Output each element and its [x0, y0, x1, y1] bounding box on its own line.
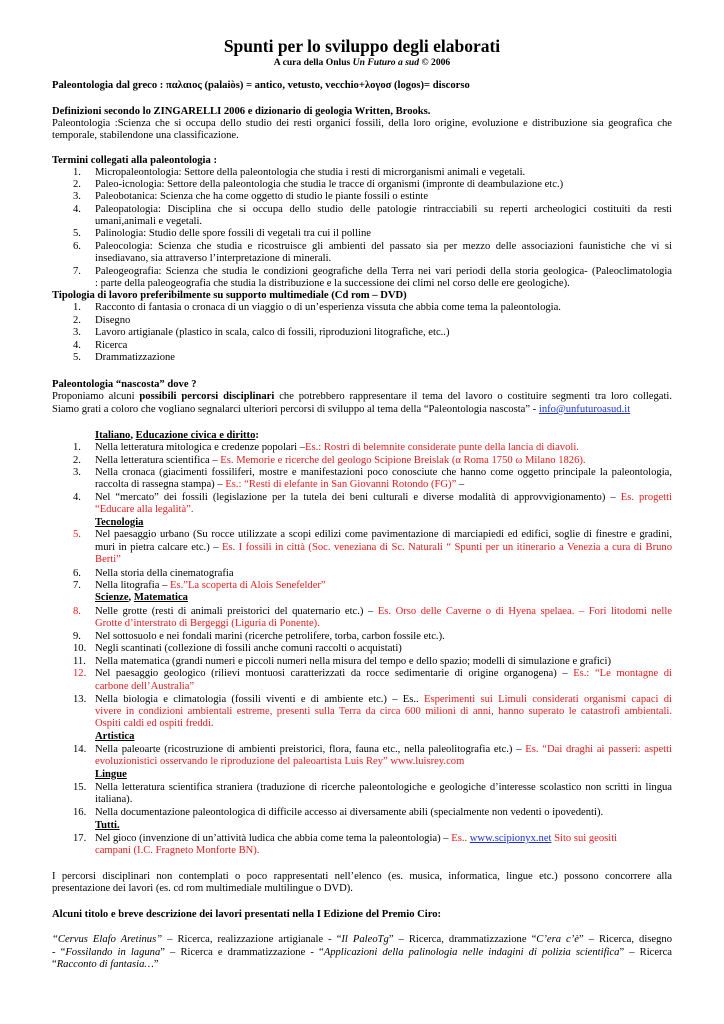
path-item [95, 744, 672, 756]
path-item-continuation: vivere in condizioni ambientali estreme, presenti sulla Terra da circa 600 milioni di anni, hanno superato le catastrofi ambientali. [95, 706, 672, 717]
path-item: Nella matematica (grandi numeri e piccoli numeri nella misura del tempo e dello spazio; modelli di simulazione e grafici) [95, 656, 611, 667]
works-line [52, 947, 672, 959]
definitions-heading: Definizioni secondo lo ZINGARELLI 2006 e dizionario di geologia Written, Brooks. [52, 106, 431, 117]
list-number: 4. [73, 204, 81, 215]
list-number: 7. [73, 266, 81, 277]
works-line [52, 934, 672, 946]
text-fragment: Nella letteratura mitologica e credenze popolari – [95, 442, 306, 453]
email-link[interactable]: info@unfuturoasud.it [538, 404, 631, 415]
term-item: Micropaleontologia: Settore della paleontologia che studia i resti di microrganismi animali e vegetali. [95, 167, 526, 178]
text-fragment: Nel gioco (invenzione di un’attività ludica che abbia come tema la paleontologia) – [95, 833, 452, 844]
list-number: 8. [73, 606, 81, 617]
path-item-continuation [95, 542, 672, 554]
page-title: Spunti per lo sviluppo degli elaborati [223, 36, 501, 56]
section-artistica: Artistica [95, 731, 135, 742]
term-item: Paleopatologia: Disciplina che si occupa dello studio delle patologie rintracciabili su reperti archeologici costituiti da resti [95, 204, 672, 215]
list-number: 5. [73, 529, 81, 540]
text-fragment: Nel paesaggio geologico (rilievi montuosi caratterizzati da rocce sedimentarie di origine organogena) – [95, 668, 574, 679]
text-fragment: Nella letteratura scientifica – [95, 455, 221, 466]
path-item [95, 833, 617, 845]
example-text: Es.”La scoperta di Alois Senefelder” [170, 580, 326, 591]
list-number: 4. [73, 492, 81, 503]
text-fragment: Siamo grati a coloro che vogliano segnalarci ulteriori percorsi di sviluppo al tema della “Paleontologia nascosta” - [52, 404, 539, 415]
path-item-continuation: campani (I.C. Fragneto Monforte BN). [95, 845, 260, 856]
definition-line: Paleontologia :Scienza che si occupa dello studio dei resti organici fossili, della loro origine, evoluzione e distribuzione sia geografica che [52, 118, 672, 129]
nascosta-request [52, 404, 630, 416]
tipologia-item: Racconto di fantasia o cronaca di un viaggio o di un’esperienza vissuta che abbia come tema la paleontologia. [95, 302, 561, 313]
text-fragment: ” – Ricerca, drammatizzazione “ [388, 934, 537, 945]
work-title: Il PaleoTg [341, 934, 389, 945]
section-label: Scienze [95, 592, 129, 603]
path-item [95, 668, 672, 680]
text-fragment: che potrebbero rappresentare il tema del lavoro o costituire segmenti tra loro collegati. [274, 391, 672, 402]
list-number: 12. [73, 668, 87, 679]
list-number: 14. [73, 744, 87, 755]
list-number: 4. [73, 340, 81, 351]
path-item-continuation: italiana). [95, 794, 133, 805]
path-item-continuation: evoluzionistici osservando le riproduzione del paleoartista Luis Rey” www.luisrey.com [95, 756, 465, 767]
text-fragment: ” – Ricerca e drammatizzazione - “ [160, 947, 324, 958]
path-item: Nella documentazione paleontologica di difficile accesso ai diversamente abili (specialmente non vedenti o ipovedenti). [95, 807, 604, 818]
example-text: Es. Memorie e ricerche del geologo Scipione Breislak (α Roma 1750 ω Milano 1826). [220, 455, 586, 466]
list-number: 17. [73, 833, 87, 844]
example-text: Es. progetti [620, 492, 672, 503]
tipologia-item: Lavoro artigianale (plastico in scala, calco di fossili, riproduzioni litografiche, etc..) [95, 327, 450, 338]
work-title: C’era c’è [536, 934, 579, 945]
list-number: 3. [73, 467, 81, 478]
example-text: Esperimenti sui Limuli considerati organismi capaci di [423, 694, 672, 705]
section-tutti: Tutti. [95, 820, 120, 831]
text-fragment: - “ [52, 947, 66, 958]
tipologia-item: Drammatizzazione [95, 352, 175, 363]
text-fragment: , [128, 592, 134, 603]
path-item [95, 492, 672, 504]
scipionyx-link[interactable]: www.scipionyx.net [469, 833, 552, 844]
section-scienze [95, 592, 188, 604]
text-fragment: Nella biologia e climatologia (fossili viventi e di ambiente etc.) – Es.. [95, 694, 424, 705]
text-fragment: , [130, 430, 136, 441]
list-number: 7. [73, 580, 81, 591]
list-number: 6. [73, 568, 81, 579]
text-fragment: Nel “mercato” dei fossili (legislazione per la tutela dei beni culturali e diverse modalità di approvvigionamento) – [95, 492, 621, 503]
term-item-continuation: insediavano, sia attraverso l’interpretazione di minerali. [95, 253, 332, 264]
text-fragment: Proponiamo alcuni [52, 391, 140, 402]
path-item-continuation [95, 479, 464, 491]
example-text: Es. I fossili in città (Soc. veneziana di Sc. Naturali “ Spunti per un itinerario a Venezia a cura di Bruno [221, 542, 672, 553]
term-item: Palinologia: Studio delle spore fossili di vegetali tra cui il polline [95, 228, 371, 239]
list-number: 9. [73, 631, 81, 642]
list-number: 1. [73, 167, 81, 178]
work-title: Racconto di fantasia… [56, 959, 154, 970]
path-item: Nella storia della cinematografia [95, 568, 234, 579]
text-fragment: raccolta di rassegna stampa) – [95, 479, 226, 490]
tipologia-item: Ricerca [95, 340, 128, 351]
text-fragment: Nelle grotte (resti di animali preistorici del quaternario etc.) – [95, 606, 378, 617]
definition-line: temporale, stabilendone una classificazione. [52, 130, 239, 141]
text-fragment: : [255, 430, 259, 441]
term-item: Paleocologia: Scienza che studia e ricostruisce gli ambienti del passato sia per mezzo delle associazioni faunistiche che vi si [95, 241, 672, 252]
text-fragment: ” – Ricerca [619, 947, 672, 958]
text-fragment: – Ricerca, realizzazione artigianale - “ [162, 934, 342, 945]
section-italiano [95, 430, 259, 442]
terms-heading: Termini collegati alla paleontologia : [52, 155, 217, 166]
text-fragment: Nella litografia – [95, 580, 171, 591]
list-number: 11. [73, 656, 86, 667]
subtitle-prefix: A cura della Onlus [273, 57, 353, 68]
path-item-continuation: Ospiti caldi ed ospiti freddi. [95, 718, 214, 729]
text-fragment: “ [52, 959, 57, 970]
example-text: Es.: “Le montagne di [573, 668, 672, 679]
list-number: 2. [73, 315, 81, 326]
work-title: Applicazioni della palinologia nelle indagini di polizia scientifica [323, 947, 620, 958]
section-label: Educazione civica e diritto [135, 430, 256, 441]
list-number: 3. [73, 327, 81, 338]
path-item-continuation: Grotte d’interstrato di Bergeggi (Liguria di Ponente). [95, 618, 320, 629]
section-tecnologia: Tecnologia [95, 517, 144, 528]
list-number: 10. [73, 643, 87, 654]
text-fragment: muri in pietra calcare etc.) – [95, 542, 222, 553]
tipologia-item: Disegno [95, 315, 131, 326]
path-item: Nella letteratura scientifica straniera (traduzione di ricerche paleontologiche e geologiche d’interesse scolastico non scritti in lingua [95, 782, 672, 793]
path-item: Nella cronaca (giacimenti fossiliferi, mostre e manifestazioni poco conosciute che hanno come oggetto principale la paleontologia, [95, 467, 672, 478]
term-item: Paleogeografia: Scienza che studia le condizioni geografiche della Terra nei vari periodi della storia geologica- (Paleoclimatologia [95, 266, 672, 277]
list-number: 3. [73, 191, 81, 202]
list-number: 1. [73, 442, 81, 453]
path-item [95, 694, 672, 706]
example-text: Es. Orso delle Caverne o di Hyena spelaea. – Fori litodomi nelle [377, 606, 672, 617]
section-lingue: Lingue [95, 769, 127, 780]
percorsi-emphasis: possibili percorsi disciplinari [139, 391, 275, 402]
path-item [95, 455, 586, 467]
example-text: Es.: Rostri di belemnite considerate punte della lancia di diavoli. [305, 442, 579, 453]
example-text: Es.: “Resti di elefante in San Giovanni Rotondo (FG)” [225, 479, 457, 490]
path-item: Nel paesaggio urbano (Su rocce utilizzate a scopi edilizi come pavimentazione di marciapiedi ed edifici, soglie di finestre e gradini, [95, 529, 672, 540]
path-item: Nel sottosuolo e nei fondali marini (ricerche petrolifere, torba, carbon fossile etc.). [95, 631, 445, 642]
page-subtitle [0, 57, 724, 69]
list-number: 5. [73, 228, 81, 239]
path-item [95, 442, 579, 454]
text-fragment: ” – Ricerca, disegno [578, 934, 673, 945]
text-fragment: Nella paleoarte (ricostruzione di ambienti preistorici, flora, fauna etc., nella paleolitografia etc.) – [95, 744, 526, 755]
term-item-continuation: umani,animali e vegetali. [95, 216, 203, 227]
subtitle-copyright: © 2006 [419, 57, 451, 68]
path-item-continuation: Berti” [95, 554, 121, 565]
list-number: 1. [73, 302, 81, 313]
list-number: 6. [73, 241, 81, 252]
list-number: 15. [73, 782, 87, 793]
nascosta-intro [52, 391, 672, 403]
works-heading: Alcuni titolo e breve descrizione dei lavori presentati nella I Edizione del Premio Ciro: [52, 909, 442, 920]
list-number: 13. [73, 694, 87, 705]
works-line [52, 959, 159, 971]
closing-paragraph: I percorsi disciplinari non contemplati o poco rappresentati nell’elenco (es. musica, informatica, lingue etc.) possono concorrere alla [52, 871, 672, 882]
list-number: 5. [73, 352, 81, 363]
path-item-continuation: carbone dell’Australia” [95, 681, 195, 692]
text-fragment: ” [153, 959, 159, 970]
list-number: 16. [73, 807, 87, 818]
section-label: Matematica [133, 592, 188, 603]
path-item-continuation: “Educare alla legalità”. [95, 504, 194, 515]
example-text: Sito sui geositi [551, 833, 618, 844]
work-title: “Cervus Elafo Aretinus” [52, 934, 163, 945]
example-text: Es. “Dai draghi ai passeri: aspetti [525, 744, 672, 755]
etymology-line: Paleontologia dal greco : παλαιος (palaiòs) = antico, vetusto, vecchio+λογοσ (logos)= discorso [52, 80, 470, 91]
closing-paragraph-continuation: presentazione dei lavori (es. cd rom multimediale multilingue o DVD). [52, 883, 353, 894]
term-item-continuation: : parte della paleogeografia che studia la distribuzione e la successione dei climi nel corso delle ere geologiche). [95, 278, 570, 289]
subtitle-organization: Un Futuro a sud [352, 57, 420, 68]
term-item: Paleo-icnologia: Settore della paleontologia che studia le tracce di organismi (impronte di deambulazione etc.) [95, 179, 564, 190]
term-item: Paleobotanica: Scienza che ha come oggetto di studio le piante fossili o estinte [95, 191, 429, 202]
nascosta-heading: Paleontologia “nascosta” dove ? [52, 379, 197, 390]
path-item [95, 606, 672, 618]
section-label: Italiano [95, 430, 131, 441]
work-title: Fossilando in laguna [65, 947, 161, 958]
path-item [95, 580, 326, 592]
example-text: Es.. [451, 833, 470, 844]
text-fragment: – [456, 479, 465, 490]
path-item: Negli scantinati (collezione di fossili anche comuni raccolti o acquistati) [95, 643, 402, 654]
tipologia-heading: Tipologia di lavoro preferibilmente su supporto multimediale (Cd rom – DVD) [52, 290, 407, 301]
list-number: 2. [73, 179, 81, 190]
list-number: 2. [73, 455, 81, 466]
